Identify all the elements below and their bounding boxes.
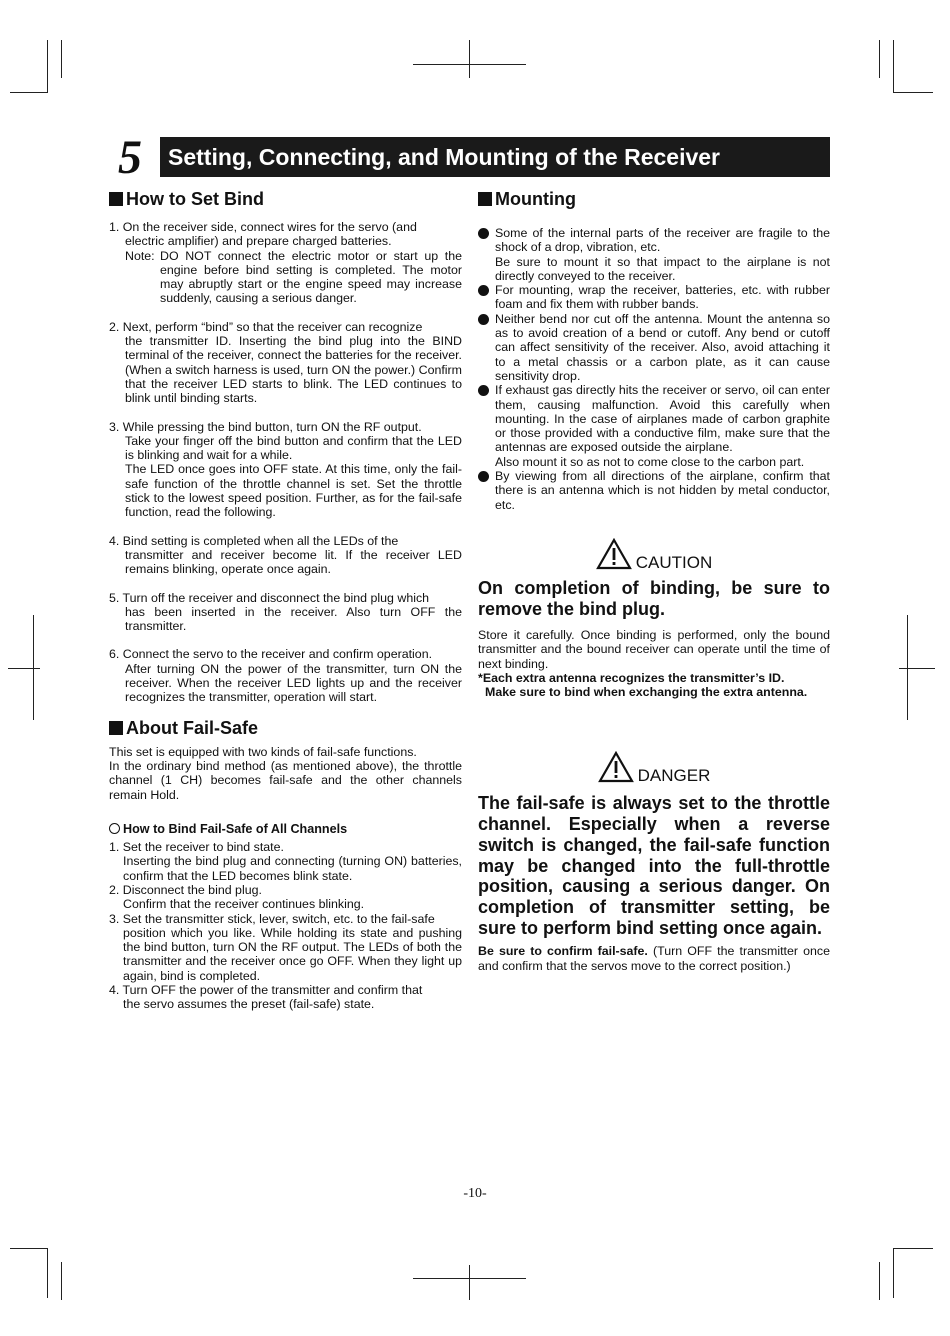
bind-step: 5. Turn off the receiver and disconnect the bind plug which has been inserted in the receiver. Also turn OFF the transmitter. bbox=[109, 590, 462, 634]
crop-mark bbox=[907, 615, 908, 720]
caution-title: CAUTION bbox=[478, 538, 830, 570]
crop-mark bbox=[893, 1248, 894, 1298]
crop-mark bbox=[61, 1262, 62, 1300]
warning-triangle-icon bbox=[598, 751, 634, 783]
square-bullet-icon bbox=[109, 721, 123, 735]
mounting-bullet: Neither bend nor cut off the antenna. Mount the antenna so as to avoid creation of a bend or cutoff. Any bend or cutoff can affect sensitivity of the receiver. Also, avoid attaching it to a metal chassis or a carbon plate, as it can cause sensitivity drop. bbox=[478, 312, 830, 383]
failsafe-step: 3. Set the transmitter stick, lever, switch, etc. to the fail-safe position which you like. While holding its state and pushing the bind button, turn ON the RF output. The LEDs of both the transmitter and the receiver once go OFF. When they light up again, bind is completed. bbox=[109, 911, 462, 983]
crop-mark bbox=[10, 92, 48, 93]
crop-mark bbox=[899, 668, 935, 669]
dot-bullet-icon bbox=[478, 226, 495, 283]
failsafe-intro: This set is equipped with two kinds of fail-safe functions. bbox=[109, 744, 417, 759]
dot-bullet-icon bbox=[478, 469, 495, 512]
danger-headline: The fail-safe is always set to the throttle channel. Especially when a reverse switch is changed, the fail-safe function may be changed into the full-throttle position, causing a serious danger. On completion of transmitter setting, be sure to perform bind setting once again. bbox=[478, 793, 830, 938]
crop-mark bbox=[469, 1265, 470, 1300]
crop-mark bbox=[879, 40, 880, 78]
caution-note: Make sure to bind when exchanging the extra antenna. bbox=[485, 685, 808, 700]
chapter-title: Setting, Connecting, and Mounting of the Receiver bbox=[160, 137, 830, 177]
bind-step: 3. While pressing the bind button, turn ON the RF output. Take your finger off the bind button and confirm that the LED is blinking and wait for a while. The LED once goes into OFF state. At this time, only the fail-safe function of the throttle channel is set. Set the throttle stick to the lowest speed position. Further, as for the fail-safe function, read the following. bbox=[109, 419, 462, 520]
warning-triangle-icon bbox=[596, 538, 632, 570]
caution-headline: On completion of binding, be sure to remove the bind plug. bbox=[478, 577, 830, 619]
right-column bbox=[478, 188, 830, 973]
bind-step: 2. Next, perform “bind” so that the receiver can recognize the transmitter ID. Inserting the bind plug into the BIND terminal of the receiver, connect the batteries for the receiver. (When a switch harness is used, turn ON the power.) Confirm that the receiver LED starts to blink. The LED continues to blink until binding starts. bbox=[109, 319, 462, 406]
failsafe-step: 1. Set the receiver to bind state. Inserting the bind plug and connecting (turning ON) batteries, confirm that the LED becomes blink state. bbox=[109, 840, 462, 883]
crop-mark bbox=[33, 615, 34, 720]
dot-bullet-icon bbox=[478, 312, 495, 383]
bind-step: 6. Connect the servo to the receiver and confirm operation. After turning ON the power of the transmitter, turn ON the receiver. When the receiver LED lights up and the receiver recognizes the transmitter, operation will start. bbox=[109, 647, 462, 705]
mounting-bullet: By viewing from all directions of the airplane, confirm that there is an antenna which is not hidden by metal conductor, etc. bbox=[478, 469, 830, 512]
caution-body: Store it carefully. Once binding is performed, only the bound transmitter and the bound receiver can operate until the time of next binding. bbox=[478, 627, 830, 671]
crop-mark bbox=[879, 1262, 880, 1300]
bind-heading: How to Set Bind bbox=[109, 188, 462, 210]
left-column bbox=[109, 188, 462, 1012]
crop-mark bbox=[469, 40, 470, 78]
mounting-bullet: If exhaust gas directly hits the receiver or servo, oil can enter them, causing malfunction. Avoid this carefully when mounting. In the case of airplanes made of carbon graphite or those provided with a conductive film, make sure that the antennas are exposed outside the airplane. Also mount it so as not to come close to the carbon part. bbox=[478, 383, 830, 469]
square-bullet-icon bbox=[478, 192, 492, 206]
mounting-heading: Mounting bbox=[478, 188, 830, 210]
page-number: -10- bbox=[463, 1186, 487, 1201]
failsafe-step: 2. Disconnect the bind plug. Confirm that the receiver continues blinking. bbox=[109, 882, 365, 912]
mounting-bullet: Some of the internal parts of the receiver are fragile to the shock of a drop, vibration, etc. Be sure to mount it so that impact to the airplane is not directly conveyed to the receiver. bbox=[478, 226, 830, 283]
crop-mark bbox=[47, 40, 48, 92]
bind-step: 1. On the receiver side, connect wires for the servo (and electric amplifier) and prepare charged batteries. Note: DO NOT connect the electric motor or start up the engine before bind setting is completed. The motor may abruptly start or the engine speed may increase suddenly, causing a serious danger. bbox=[109, 220, 462, 306]
square-bullet-icon bbox=[109, 192, 123, 206]
bind-note: Note: DO NOT connect the electric motor or start up the engine before bind setting is completed. The motor may abruptly start or the engine speed may increase suddenly, causing a serious danger. bbox=[125, 248, 462, 306]
crop-mark bbox=[893, 40, 894, 92]
dot-bullet-icon bbox=[478, 383, 495, 469]
danger-confirm: Be sure to confirm fail-safe. (Turn OFF the transmitter once and confirm that the servos move to the correct position.) bbox=[478, 944, 831, 973]
crop-mark bbox=[893, 1248, 933, 1249]
failsafe-heading: About Fail-Safe bbox=[109, 717, 462, 739]
failsafe-step: 4. Turn OFF the power of the transmitter and confirm that the servo assumes the preset (fail-safe) state. bbox=[109, 983, 423, 1012]
crop-mark bbox=[8, 668, 40, 669]
circle-bullet-icon bbox=[109, 823, 120, 834]
dot-bullet-icon bbox=[478, 283, 495, 312]
failsafe-intro: In the ordinary bind method (as mentioned above), the throttle channel (1 CH) becomes fail-safe and the other channels remain Hold. bbox=[109, 758, 462, 802]
crop-mark bbox=[47, 1248, 48, 1298]
chapter-number: 5 bbox=[118, 131, 142, 184]
danger-title: DANGER bbox=[478, 751, 830, 783]
caution-note: *Each extra antenna recognizes the transmitter’s ID. bbox=[478, 670, 785, 685]
bind-step: 4. Bind setting is completed when all the LEDs of the transmitter and receiver become lit. If the receiver LED remains blinking, operate once again. bbox=[109, 533, 462, 577]
mounting-bullet: For mounting, wrap the receiver, batteries, etc. with rubber foam and fix them with rubber bands. bbox=[478, 283, 830, 312]
crop-mark bbox=[893, 92, 933, 93]
crop-mark bbox=[61, 40, 62, 78]
crop-mark bbox=[10, 1248, 48, 1249]
failsafe-subheading: How to Bind Fail-Safe of All Channels bbox=[109, 822, 462, 836]
